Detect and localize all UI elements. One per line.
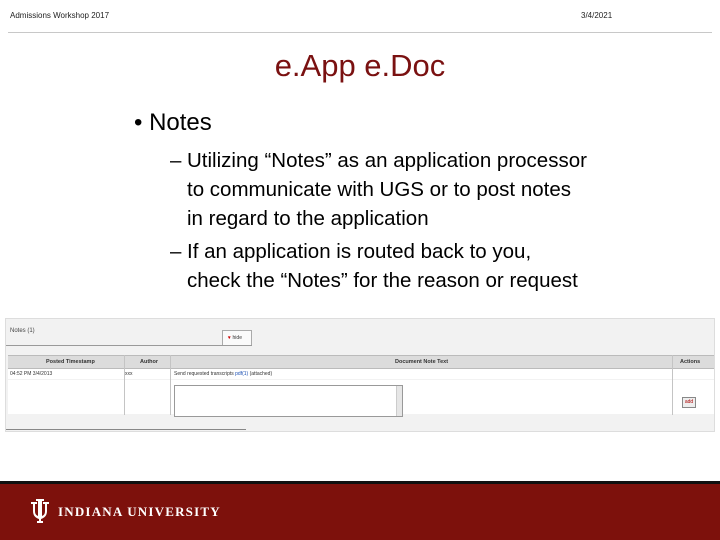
row-note-suffix: (attached) [248, 371, 273, 377]
institution-name: INDIANA UNIVERSITY [58, 504, 221, 519]
notes-table-header [8, 355, 714, 369]
column-divider-3 [672, 355, 673, 415]
column-divider-2 [170, 355, 171, 415]
notes-screenshot [5, 318, 715, 432]
col-author: Author [140, 359, 159, 365]
row-note-text [174, 371, 272, 377]
subitem-1-line-2: to communicate with UGS or to post notes [187, 178, 571, 201]
subitem-1-dash: – [170, 149, 182, 172]
subitem-2-line-2: check the “Notes” for the reason or request [187, 269, 578, 292]
add-note-button[interactable]: add [682, 397, 696, 408]
subitem-2-line-1 [170, 237, 690, 266]
row-author: xxx [125, 371, 133, 377]
header-rule [8, 32, 712, 33]
subitem-2-text-1: If an application is routed back to you, [187, 240, 532, 263]
bullet-notes: • Notes [134, 109, 212, 136]
hide-tab-icon: ▾ [228, 335, 231, 341]
hide-notes-tab[interactable] [222, 330, 252, 345]
col-actions: Actions [680, 359, 701, 365]
header-date: 3/4/2021 [581, 11, 613, 20]
column-divider-1 [124, 355, 125, 415]
row-note-prefix: Send requested transcripts [174, 371, 236, 377]
screenshot-bottom-rule [6, 429, 246, 430]
col-document-note-text: Document Note Text [395, 359, 449, 365]
notes-section-header: Notes (1) [10, 328, 35, 334]
subitem-2 [170, 237, 690, 295]
tab-underline [6, 345, 252, 346]
textarea-scrollbar[interactable] [396, 386, 402, 416]
row-note-link[interactable]: pdf(1) [235, 371, 249, 377]
iu-trident-icon [29, 497, 51, 525]
slide-title: e.App e.Doc [274, 48, 446, 83]
subitem-1-text-1: Utilizing “Notes” as an application processor [187, 149, 587, 172]
subitem-2-dash: – [170, 240, 182, 263]
new-note-textarea[interactable] [174, 385, 403, 417]
col-posted-timestamp: Posted Timestamp [46, 359, 95, 365]
subitem-1-line-1 [170, 146, 690, 175]
table-row [8, 369, 714, 379]
subitem-1 [170, 146, 690, 233]
subitem-1-line-3: in regard to the application [187, 207, 429, 230]
bullet-notes-label: Notes [149, 109, 212, 136]
row-timestamp: 04:52 PM 3/4/2013 [10, 371, 53, 377]
hide-tab-label: hide [232, 335, 242, 341]
header-left-text: Admissions Workshop 2017 [10, 11, 110, 20]
